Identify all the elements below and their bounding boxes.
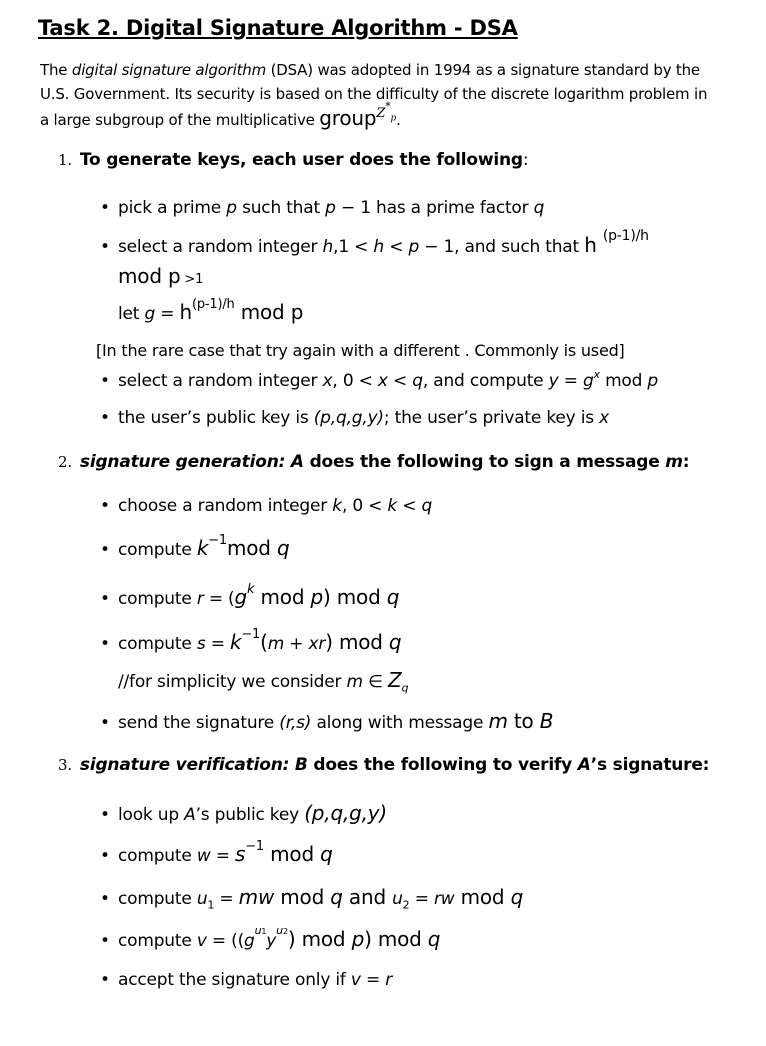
let-g-line: let $g = h^{(p-1)/h}$ mod p [118,297,304,324]
group-symbol: $Z^*_p$ [376,100,397,124]
section-3-heading: 3. signature verification: B does the following to verify A’s signature: [58,755,710,775]
list-item: • look up A’s public key (p,q,g,y) [100,801,387,825]
list-item: • compute $w = s^{-1}$ mod q [100,839,333,866]
list-item: • choose a random integer k, 0 < k < q [100,496,433,516]
page-title: Task 2. Digital Signature Algorithm - DSA [38,16,518,40]
list-item: • compute $r = (g^k$ mod p) mod q [100,582,400,609]
rare-case-note: [In the rare case that try again with a different . Commonly is used] [96,341,625,360]
list-item: • the user’s public key is (p,q,g,y); the user’s private key is x [100,408,609,428]
list-item: • send the signature (r,s) along with message m to B [100,709,554,733]
intro-paragraph: The digital signature algorithm (DSA) was adopted in 1994 as a signature standard by the U.S. Government. Its security is based on the difficulty of the discrete logarithm problem in a large subgroup of the multiplicative groupZ*$_p$. [40,61,708,130]
list-item: • select a random integer x, 0 < x < q, and compute $y = g^x$ mod p [100,368,659,391]
section-2-heading: 2. signature generation: A does the following to sign a message m: [58,452,690,472]
list-item: • compute $k^{-1}mod$ q [100,533,290,560]
list-item: • compute $u_1$ = mw mod q and $u_2$ = rw mod q [100,885,524,912]
list-item: • accept the signature only if v = r [100,970,393,990]
list-item: • select a random integer h,1 < h < p − 1, and such that h $^{(p-1)/h}$ [100,228,649,257]
list-item: • pick a prime p such that p − 1 has a prime factor q [100,198,545,218]
list-item: • compute $v = ((g^{u1}y^{u2})$ mod p) mod q [100,924,441,951]
section-1-heading: 1. To generate keys, each user does the following: [58,150,529,170]
list-item: • compute $s = k^{-1}(m + xr)$ mod q [100,627,402,654]
simplicity-note: //for simplicity we consider m ∈ $Z_q$ [118,668,409,695]
list-item-continuation: mod p >1 [118,264,204,288]
